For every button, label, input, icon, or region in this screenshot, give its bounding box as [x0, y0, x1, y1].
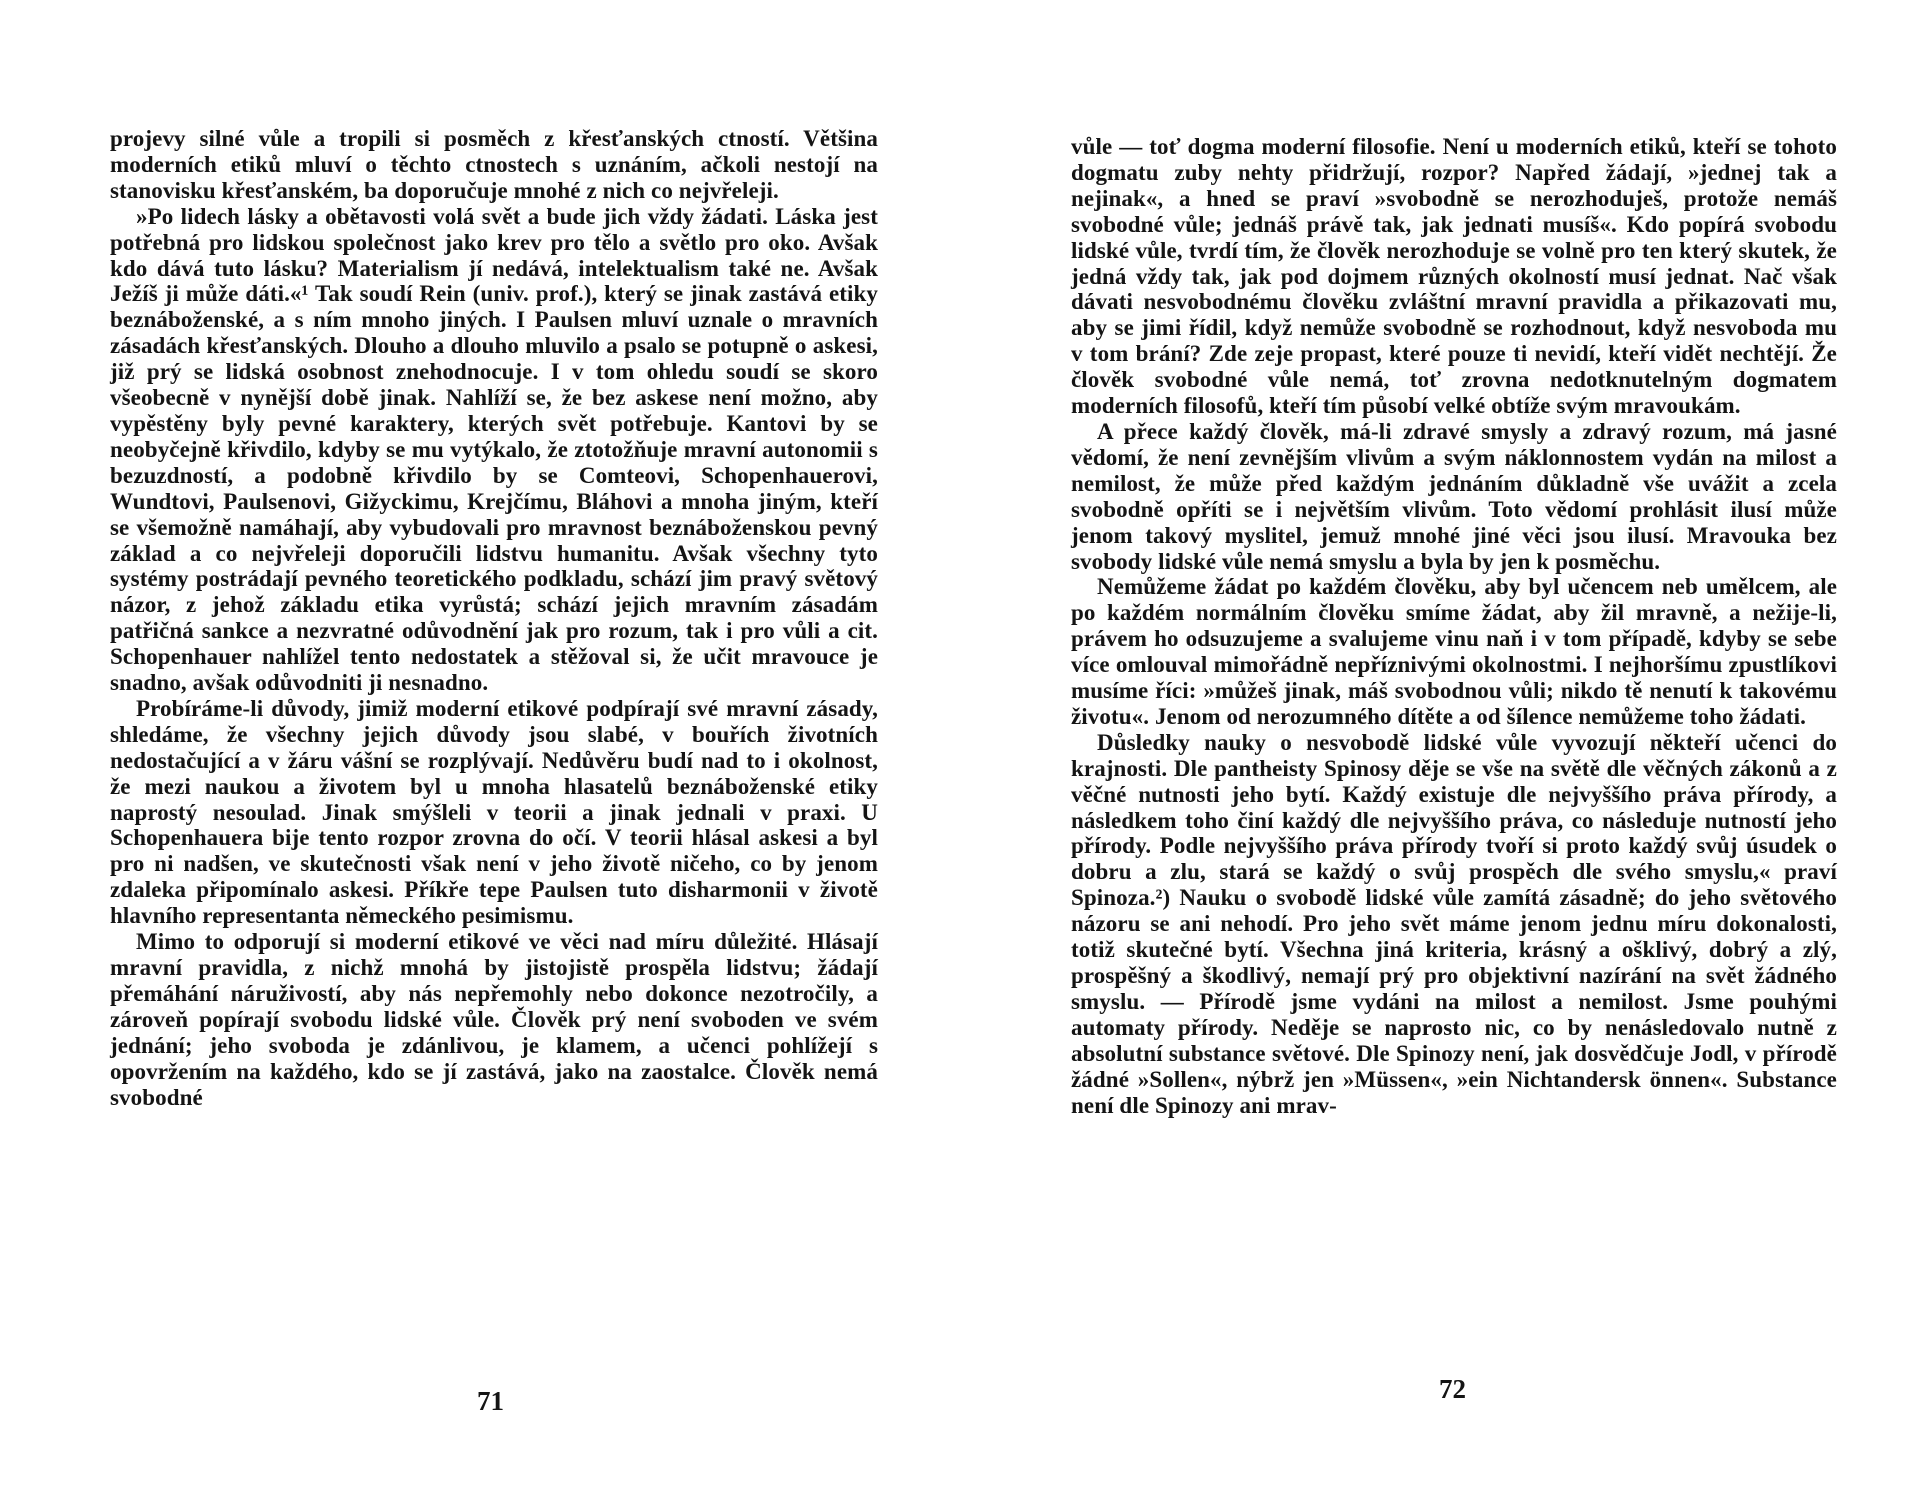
page-number-right: 72	[1439, 1374, 1466, 1404]
paragraph: Nemůžeme žádat po každém člověku, aby byl učencem neb umělcem, ale po každém normálním člověku smíme žádat, aby žil mravně, a nežije-li, právem ho odsuzujeme a svalujeme vinu naň i v tom případě, kdyby se sebe více omlouval mimořádně nepříznivými okolnostmi. I nejhoršímu zpustlíkovi musíme říci: »můžeš jinak, máš svobodnou vůli; nikdo tě nenutí k takovému životu«. Jenom od nerozumného dítěte a od šílence nemůžeme toho žádati.	[1071, 574, 1837, 729]
paragraph: Důsledky nauky o nesvobodě lidské vůle vyvozují někteří učenci do krajnosti. Dle pantheisty Spinosy děje se vše na světě dle věčných zákonů a z věčné nutnosti jeho bytí. Každý existuje dle nejvyššího práva přírody, a následkem toho činí každý dle nejvyššího práva, co následuje nutností jeho přírody. Podle nejvyššího práva přírody tvoří si proto každý svůj úsudek o dobru a zlu, stará se každý o svůj prospěch dle svého smyslu,« praví Spinoza.²) Nauku o svobodě lidské vůle zamítá zásadně; do jeho světového názoru se ani nehodí. Pro jeho svět máme jenom jednu míru dokonalosti, totiž skutečné bytí. Všechna jiná kriteria, krásný a ošklivý, dobrý a zlý, prospěšný a škodlivý, nemají prý pro objektivní nazírání na svět žádného smyslu. — Přírodě jsme vydáni na milost a nemilost. Jsme pouhými automaty přírody. Neděje se naprosto nic, co by nenásledovalo nutně z absolutní substance světové. Dle Spinozy není, jak dosvědčuje Jodl, v přírodě žádné »Sollen«, nýbrž jen »Müssen«, »ein Nichtandersk önnen«. Substance není dle Spinozy ani mrav-	[1071, 729, 1837, 1118]
right-page	[961, 0, 1922, 1500]
paragraph: A přece každý člověk, má-li zdravé smysly a zdravý rozum, má jasné vědomí, že není zevnějším vlivům a svým náklonnostem vydán na milost a nemilost, že může před každým jednáním důkladně vše uvážit a zcela svobodně opříti se i největším vlivům. Toto vědomí prohlásit ilusí může jenom takový myslitel, jemuž mnohé jiné věci jsou ilusí. Mravouka bez svobody lidské vůle nemá smyslu a byla by jen k posměchu.	[1071, 418, 1837, 574]
paragraph: Probíráme-li důvody, jimiž moderní etikové podpírají své mravní zásady, shledáme, že všechny jejich důvody jsou slabé, v bouřích životních nedostačující a v žáru vášní se rozplývají. Nedůvěru budí nad to i okolnost, že mezi naukou a životem byl u mnoha hlasatelů beznáboženské etiky naprostý nesoulad. Jinak smýšleli v teorii a jinak jednali v praxi. U Schopenhauera bije tento rozpor zrovna do očí. V teorii hlásal askesi a byl pro ni nadšen, ve skutečnosti však není v jeho životě ničeho, co by jenom zdaleka připomínalo askesi. Příkře tepe Paulsen tuto disharmonii v životě hlavního representanta německého pesimismu.	[110, 695, 878, 929]
paragraph: projevy silné vůle a tropili si posměch z křesťanských ctností. Většina moderních etiků mluví o těchto ctnostech s uznáním, ačkoli nestojí na stanovisku křesťanském, ba doporučuje mnohé z nich co nejvřeleji.	[110, 126, 878, 203]
right-page-text	[1071, 134, 1837, 1118]
paragraph: Mimo to odporují si moderní etikové ve věci nad míru důležité. Hlásají mravní pravidla, z nichž mnohá by jistojistě prospěla lidstvu; žádají přemáhání náruživostí, aby nás nepřemohly nebo dokonce nezotročily, a zároveň popírají svobodu lidské vůle. Člověk prý není svoboden ve svém jednání; jeho svoboda je zdánlivou, je klamem, a učenci pohlížejí s opovržením na každého, kdo se jí zastává, jako na zaostalce. Člověk nemá svobodné	[110, 929, 878, 1110]
page-number-left: 71	[477, 1386, 504, 1416]
left-page-text	[110, 126, 878, 1110]
paragraph: vůle — toť dogma moderní filosofie. Není u moderních etiků, kteří se tohoto dogmatu zuby nehty přidržují, rozpor? Napřed žádají, »jednej tak a nejinak«, a hned se praví »svobodně se nerozhoduješ, protože nemáš svobodné vůle; jednáš právě tak, jak jednati musíš«. Kdo popírá svobodu lidské vůle, tvrdí tím, že člověk nerozhoduje se volně pro ten který skutek, že jedná vždy tak, jak pod dojmem různých okolností musí jednat. Nač však dávati nesvobodnému člověku zvláštní mravní pravidla a přikazovati mu, aby se jimi řídil, když nemůže svobodně se rozhodnout, když nesvoboda mu v tom brání? Zde zeje propast, které pouze ti nevidí, kteří vidět nechtějí. Že člověk svobodné vůle nemá, toť zrovna nedotknutelným dogmatem moderních filosofů, kteří tím působí velké obtíže svým mravoukám.	[1071, 134, 1837, 419]
paragraph: »Po lidech lásky a obětavosti volá svět a bude jich vždy žádati. Láska jest potřebná pro lidskou společnost jako krev pro tělo a světlo pro oko. Avšak kdo dává tuto lásku? Materialism jí nedává, intelektualism také ne. Avšak Ježíš ji může dáti.«¹ Tak soudí Rein (univ. prof.), který se jinak zastává etiky beznáboženské, a s ním mnoho jiných. I Paulsen mluví uznale o mravních zásadách křesťanských. Dlouho a dlouho mluvilo a psalo se potupně o askesi, již prý se lidská osobnost znehodnocuje. I v tom ohledu soudí se skoro všeobecně v nynější době jinak. Nahlíží se, že bez askese není možno, aby vypěstěny byly pevné karaktery, kterých svět potřebuje. Kantovi by se neobyčejně křivdilo, kdyby se mu vytýkalo, že ztotožňuje mravní autonomii s bezuzdností, a podobně křivdilo by se Comteovi, Schopenhauerovi, Wundtovi, Paulsenovi, Gižyckimu, Krejčímu, Bláhovi a mnoha jiným, kteří se všemožně namáhají, aby vybudovali pro mravnost beznáboženskou pevný základ a co nejvřeleji doporučili lidstvu humanitu. Avšak všechny tyto systémy postrádají pevného teoretického podkladu, schází jim pravý světový názor, z jehož základu etika vyrůstá; schází jejich mravním zásadám patřičná sankce a nezvratné odůvodnění jak pro rozum, tak i pro vůli a cit. Schopenhauer nahlížel tento nedostatek a stěžoval si, že učit mravouce je snadno, avšak odůvodniti ji nesnadno.	[110, 203, 878, 696]
